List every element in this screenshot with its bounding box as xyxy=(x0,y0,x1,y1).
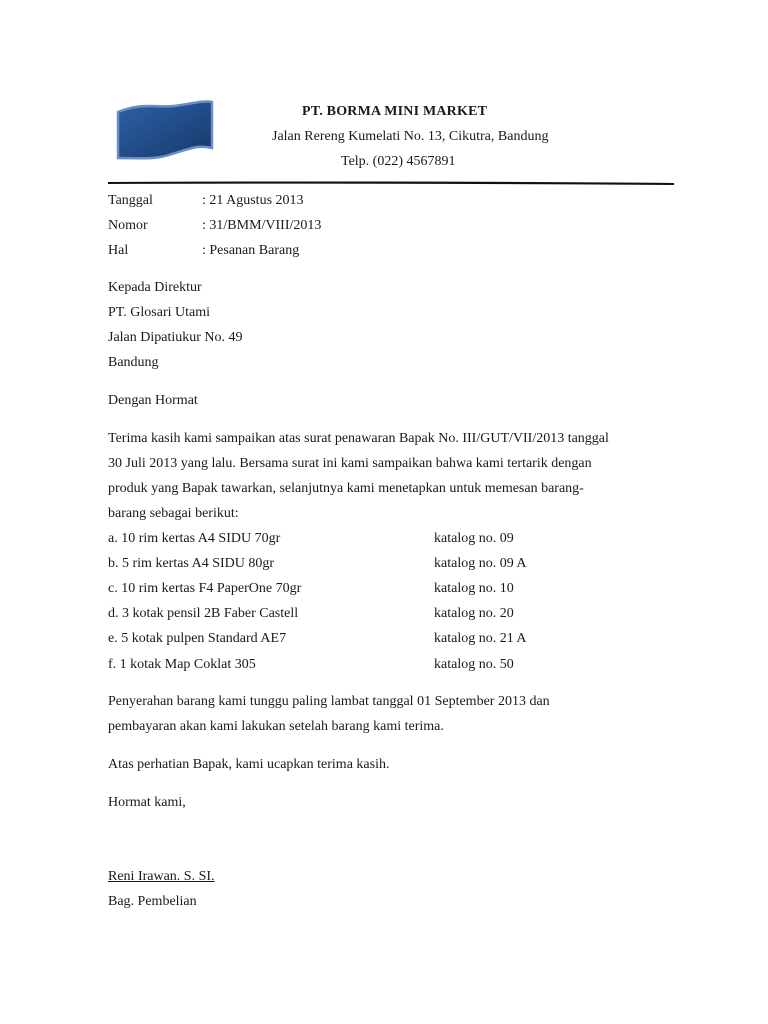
order-item-catalog: katalog no. 21 A xyxy=(434,631,527,646)
paragraph-2-line-2: pembayaran akan kami lakukan setelah barang kami terima. xyxy=(108,719,444,734)
company-address: Jalan Rereng Kumelati No. 13, Cikutra, Bandung xyxy=(272,129,549,144)
order-item-name: e. 5 kotak pulpen Standard AE7 xyxy=(108,631,287,646)
subject-label: Hal xyxy=(108,243,129,258)
closing-salutation: Hormat kami, xyxy=(108,795,186,810)
paragraph-1-line-2: 30 Juli 2013 yang lalu. Bersama surat ini kami sampaikan bahwa kami tertarik dengan xyxy=(108,456,592,471)
number-label: Nomor xyxy=(108,218,148,233)
signer-name: Reni Irawan. S. SI. xyxy=(108,869,215,884)
order-item-catalog: katalog no. 09 A xyxy=(434,556,527,571)
date-value: : 21 Agustus 2013 xyxy=(202,193,304,208)
paragraph-1-line-3: produk yang Bapak tawarkan, selanjutnya kami menetapkan untuk memesan barang- xyxy=(108,481,584,496)
order-item-catalog: katalog no. 09 xyxy=(434,531,514,546)
order-item-name: f. 1 kotak Map Coklat 305 xyxy=(108,657,256,672)
recipient-line-1: Kepada Direktur xyxy=(108,280,202,295)
number-value: : 31/BMM/VIII/2013 xyxy=(202,218,322,233)
order-item-name: d. 3 kotak pensil 2B Faber Castell xyxy=(108,606,299,621)
paragraph-1-line-1: Terima kasih kami sampaikan atas surat penawaran Bapak No. III/GUT/VII/2013 tanggal xyxy=(108,431,609,446)
recipient-line-3: Jalan Dipatiukur No. 49 xyxy=(108,330,243,345)
date-label: Tanggal xyxy=(108,193,153,208)
header-divider xyxy=(108,180,674,185)
recipient-line-4: Bandung xyxy=(108,355,159,370)
order-item-name: c. 10 rim kertas F4 PaperOne 70gr xyxy=(108,581,302,596)
company-phone: Telp. (022) 4567891 xyxy=(341,154,456,169)
recipient-line-2: PT. Glosari Utami xyxy=(108,305,211,320)
paragraph-2-line-1: Penyerahan barang kami tunggu paling lambat tanggal 01 September 2013 dan xyxy=(108,694,550,709)
paragraph-3: Atas perhatian Bapak, kami ucapkan terima kasih. xyxy=(108,757,390,772)
company-name: PT. BORMA MINI MARKET xyxy=(302,104,488,119)
paragraph-1-line-4: barang sebagai berikut: xyxy=(108,506,239,521)
subject-value: : Pesanan Barang xyxy=(202,243,300,258)
greeting: Dengan Hormat xyxy=(108,393,198,408)
signer-title: Bag. Pembelian xyxy=(108,894,197,909)
order-item-name: a. 10 rim kertas A4 SIDU 70gr xyxy=(108,531,281,546)
order-item-catalog: katalog no. 50 xyxy=(434,657,514,672)
order-item-name: b. 5 rim kertas A4 SIDU 80gr xyxy=(108,556,275,571)
order-item-catalog: katalog no. 20 xyxy=(434,606,514,621)
order-item-catalog: katalog no. 10 xyxy=(434,581,514,596)
company-logo-flag-icon xyxy=(112,98,218,168)
